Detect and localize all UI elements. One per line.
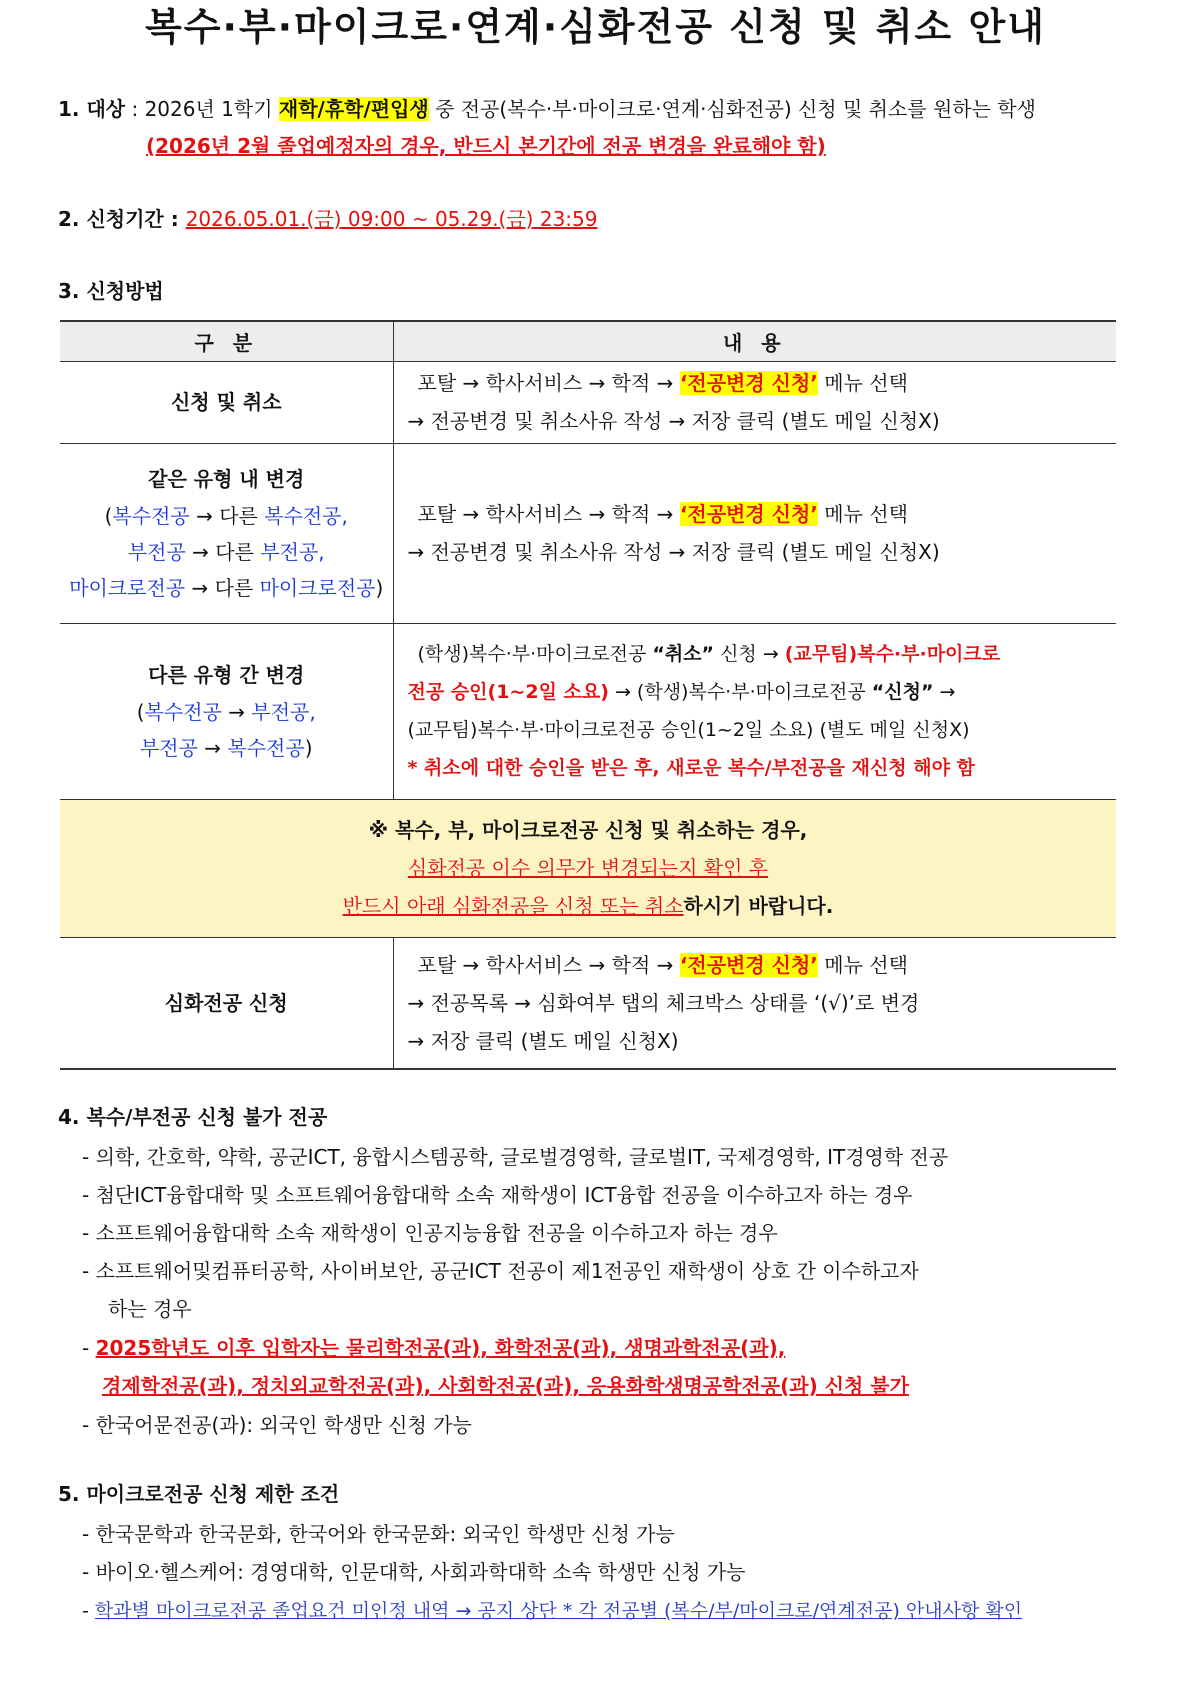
row1-line2: → 전공변경 및 취소사유 작성 → 저장 클릭 (별도 메일 신청X) — [407, 409, 940, 433]
table-header-row — [60, 321, 1116, 361]
section-1-highlight: 재학/휴학/편입생 — [278, 97, 429, 121]
notice-line-2: 심화전공 이수 의무가 변경되는지 확인 후 — [407, 856, 769, 880]
row3-title: 다른 유형 간 변경 — [148, 663, 305, 687]
row-advanced-content: 포탈 → 학사서비스 → 학적 → ‘전공변경 신청’ 메뉴 선택 → 전공목록 → 심화여부 탭의 체크박스 상태를 ‘(√)’로 변경 → 저장 클릭 (별도 메일 신청X) — [393, 937, 1116, 1069]
section-1-note-line — [146, 131, 826, 161]
row2-line2: → 전공변경 및 취소사유 작성 → 저장 클릭 (별도 메일 신청X) — [407, 540, 940, 564]
row-same-type-title — [60, 443, 393, 623]
row3-warning: * 취소에 대한 승인을 받은 후, 새로운 복수/부전공을 재신청 해야 함 — [407, 757, 975, 779]
row3-sub-1: (복수전공 → 부전공, — [136, 700, 316, 724]
list-item: - 한국어문전공(과): 외국인 학생만 신청 가능 — [82, 1413, 472, 1437]
row4-line2: → 전공목록 → 심화여부 탭의 체크박스 상태를 ‘(√)’로 변경 — [407, 990, 920, 1015]
table-row — [60, 623, 1116, 799]
row-same-type-content — [393, 443, 1116, 623]
notice-line-3: 반드시 아래 심화전공을 신청 또는 취소하시기 바랍니다. — [342, 894, 834, 918]
row1-text-b: 메뉴 선택 — [817, 371, 908, 395]
row-diff-type-content: (학생)복수·부·마이크로전공 “취소” 신청 → (교무팀)복수·부·마이크로 전공 승인(1~2일 소요) → (학생)복수·부·마이크로전공 “신청” → (교무팀)복수·부·마이크로전공 승인(1~2일 소요) (별도 메일 신청X) * 취소에 대한 승인을 받은 후, 새로운 복수/부전공을 재신청 해야 함 — [393, 623, 1116, 799]
list-item: - 의학, 간호학, 약학, 공군ICT, 융합시스템공학, 글로벌경영학, 글로벌IT, 국제경영학, IT경영학 전공 — [82, 1145, 949, 1169]
row3-sub-2: 부전공 → 복수전공) — [139, 736, 313, 760]
page-title: 복수·부·마이크로·연계·심화전공 신청 및 취소 안내 — [145, 5, 1046, 49]
menu-highlight: ‘전공변경 신청’ — [679, 502, 818, 526]
restricted-line-2: 경제학전공(과), 정치외교학전공(과), 사회학전공(과), 응용화학생명공학전공(과) 신청 불가 — [102, 1374, 909, 1398]
application-period: 2026.05.01.(금) 09:00 ~ 05.29.(금) 23:59 — [185, 207, 598, 231]
list-item-restricted-cont — [102, 1371, 909, 1401]
row2-title: 같은 유형 내 변경 — [148, 467, 305, 491]
row-apply-cancel-title: 신청 및 취소 — [60, 361, 393, 443]
section-1-target — [58, 94, 1036, 124]
section-2-period — [58, 204, 597, 234]
row-apply-cancel-content — [393, 361, 1116, 443]
method-table — [60, 320, 1116, 1070]
row2-sub-1: (복수전공 → 다른 복수전공, — [104, 504, 348, 528]
row-diff-type-title — [60, 623, 393, 799]
table-header-category: 구 분 — [60, 321, 393, 361]
notice-row — [60, 799, 1116, 937]
row2-text-b: 메뉴 선택 — [817, 502, 908, 526]
list-item-cont: 하는 경우 — [108, 1297, 192, 1321]
list-item: - 소프트웨어융합대학 소속 재학생이 인공지능융합 전공을 이수하고자 하는 경우 — [82, 1221, 778, 1245]
list-item: - 한국문학과 한국문화, 한국어와 한국문화: 외국인 학생만 신청 가능 — [82, 1522, 675, 1546]
list-item: - 첨단ICT융합대학 및 소프트웨어융합대학 소속 재학생이 ICT융합 전공을 이수하고자 하는 경우 — [82, 1183, 913, 1207]
notice-line-1: ※ 복수, 부, 마이크로전공 신청 및 취소하는 경우, — [368, 818, 808, 842]
section-2-label: 2. 신청기간 : — [58, 207, 186, 231]
section-1-post: 중 전공(복수·부·마이크로·연계·심화전공) 신청 및 취소를 원하는 학생 — [428, 97, 1036, 121]
restricted-line-1: 2025학년도 이후 입학자는 물리학전공(과), 화학전공(과), 생명과학전공(과), — [95, 1336, 786, 1360]
list-item: - 바이오·헬스케어: 경영대학, 인문대학, 사회과학대학 소속 학생만 신청 가능 — [82, 1560, 746, 1584]
row2-sub-2: 부전공 → 다른 부전공, — [127, 540, 325, 564]
list-item-restricted: - 2025학년도 이후 입학자는 물리학전공(과), 화학전공(과), 생명과학전공(과), — [82, 1336, 786, 1360]
table-row — [60, 937, 1116, 1069]
section-3-label: 3. 신청방법 — [58, 279, 164, 303]
table-header-content: 내 용 — [393, 321, 1116, 361]
row-advanced-title: 심화전공 신청 — [60, 937, 393, 1069]
row1-text: 포탈 → 학사서비스 → 학적 → — [417, 371, 680, 395]
section-4-label: 4. 복수/부전공 신청 불가 전공 — [58, 1105, 328, 1129]
section-5-label: 5. 마이크로전공 신청 제한 조건 — [58, 1482, 340, 1506]
graduation-requirement-link[interactable]: 학과별 마이크로전공 졸업요건 미인정 내역 → 공지 상단 * 각 전공별 (복수/부/마이크로/연계전공) 안내사항 확인 — [94, 1600, 1023, 1622]
menu-highlight: ‘전공변경 신청’ — [679, 952, 818, 977]
table-row — [60, 443, 1116, 623]
list-item-link: - 학과별 마이크로전공 졸업요건 미인정 내역 → 공지 상단 * 각 전공별 (복수/부/마이크로/연계전공) 안내사항 확인 — [82, 1600, 1023, 1622]
row2-text: 포탈 → 학사서비스 → 학적 → — [417, 502, 680, 526]
menu-highlight: ‘전공변경 신청’ — [679, 371, 818, 395]
notice-box — [60, 799, 1116, 937]
table-row — [60, 361, 1116, 443]
section-1-label: 1. 대상 — [58, 97, 126, 121]
section-1-note: (2026년 2월 졸업예정자의 경우, 반드시 본기간에 전공 변경을 완료해야 함) — [146, 134, 826, 158]
section-1-pre: : 2026년 1학기 — [125, 97, 279, 121]
row3-line3: (교무팀)복수·부·마이크로전공 승인(1~2일 소요) (별도 메일 신청X) — [407, 719, 970, 741]
row4-line3: → 저장 클릭 (별도 메일 신청X) — [407, 1028, 679, 1053]
row2-sub-3: 마이크로전공 → 다른 마이크로전공) — [69, 576, 384, 600]
list-item: - 소프트웨어및컴퓨터공학, 사이버보안, 공군ICT 전공이 제1전공인 재학생이 상호 간 이수하고자 — [82, 1259, 919, 1283]
